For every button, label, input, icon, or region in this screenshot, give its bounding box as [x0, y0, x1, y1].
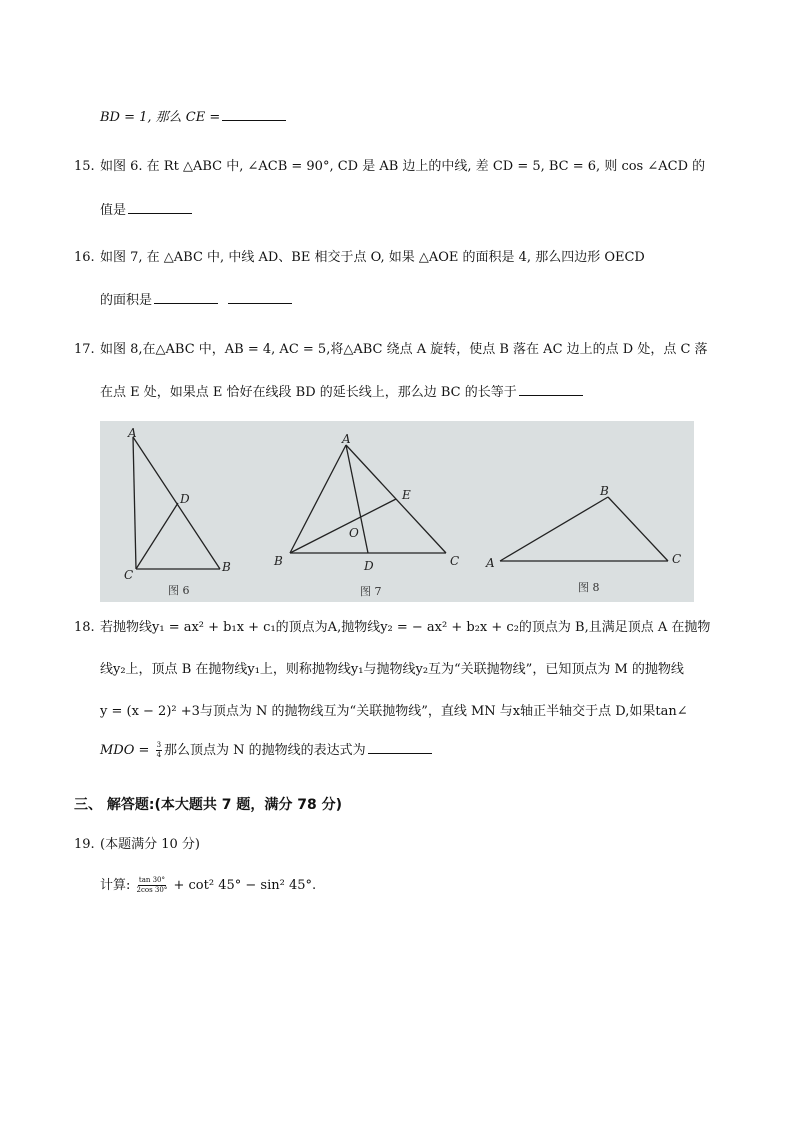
figure-6	[133, 437, 220, 569]
q19-fraction	[137, 876, 168, 895]
q18-frac-den: 4	[156, 751, 162, 759]
q18-answer-blank[interactable]	[368, 741, 432, 754]
q19-expr-rest: + cot² 45° − sin² 45°.	[173, 878, 317, 893]
q18-number: 18.	[74, 620, 95, 635]
q14-answer-blank[interactable]	[222, 108, 286, 121]
fig6-side-AB	[133, 437, 220, 569]
q18-line4-text: 那么顶点为 N 的抛物线的表达式为	[164, 743, 366, 758]
figures-svg	[100, 421, 694, 602]
fig6-label-C: C	[124, 568, 134, 582]
q18-line3: y = (x − 2)² +3与顶点为 N 的抛物线互为“关联抛物线”，直线 MN 与x轴正半轴交于点 D,如果tan∠	[100, 704, 688, 719]
fig6-side-AC	[133, 437, 136, 569]
q15-line1: 如图 6. 在 Rt △ABC 中, ∠ACB = 90°, CD 是 AB 边上的中线, 差 CD = 5, BC = 6, 则 cos ∠ACD 的	[100, 159, 706, 174]
q16-number: 16.	[74, 250, 95, 265]
q19-expression	[100, 876, 316, 895]
fig7-median-BE	[290, 499, 396, 553]
fig7-label-C: C	[450, 554, 460, 568]
q15-number: 15.	[74, 159, 95, 174]
figure-7	[290, 445, 446, 553]
q18-line4	[100, 741, 432, 760]
q15-line2-text: 值是	[100, 203, 127, 218]
q18-fraction	[156, 741, 162, 760]
figure-8	[500, 497, 668, 561]
q19-frac-num: tan 30°	[138, 876, 166, 884]
fig6-caption: 图 6	[168, 584, 190, 597]
figures-panel	[100, 421, 694, 602]
q16-answer-blank-2[interactable]	[228, 291, 292, 304]
fig7-label-E: E	[402, 488, 411, 502]
q16-line2-text: 的面积是	[100, 293, 153, 308]
fig7-side-AB	[290, 445, 346, 553]
q17-line1: 如图 8,在△ABC 中，AB = 4, AC = 5,将△ABC 绕点 A 旋转，使点 B 落在 AC 边上的点 D 处，点 C 落	[100, 342, 708, 357]
section-3-heading: 三、 解答题:(本大题共 7 题，满分 78 分)	[74, 797, 342, 813]
q17-line2	[100, 383, 583, 402]
fig6-label-D: D	[180, 492, 190, 506]
fig8-side-BC	[608, 497, 668, 561]
fig8-label-B: B	[600, 484, 609, 498]
q17-answer-blank[interactable]	[519, 383, 583, 396]
q19-score: (本题满分 10 分)	[100, 837, 200, 852]
fig7-label-O: O	[349, 526, 359, 540]
q18-mdo-label: MDO =	[100, 743, 150, 758]
q18-line2: 线y₂上，顶点 B 在抛物线y₁上，则称抛物线y₁与抛物线y₂互为“关联抛物线”，已知顶点为 M 的抛物线	[100, 662, 684, 677]
q16-line1: 如图 7, 在 △ABC 中, 中线 AD、BE 相交于点 O, 如果 △AOE 的面积是 4, 那么四边形 OECD	[100, 250, 645, 265]
q15-answer-blank[interactable]	[128, 201, 192, 214]
q16-line2	[100, 291, 292, 310]
fig6-median-CD	[136, 503, 178, 569]
fig6-label-A: A	[128, 426, 137, 440]
q17-number: 17.	[74, 342, 95, 357]
fig7-label-B: B	[274, 554, 283, 568]
fig8-label-C: C	[672, 552, 682, 566]
q14-tail-text: BD = 1, 那么 CE =	[100, 110, 221, 125]
q15-line2	[100, 201, 192, 220]
q16-answer-blank-1[interactable]	[154, 291, 218, 304]
q19-frac-den: 2cos 30°	[136, 886, 168, 894]
fig6-label-B: B	[222, 560, 231, 574]
q19-calc-label: 计算:	[100, 878, 131, 893]
q19-number: 19.	[74, 837, 95, 852]
fig8-side-AB	[500, 497, 608, 561]
q17-line2-text: 在点 E 处，如果点 E 恰好在线段 BD 的延长线上，那么边 BC 的长等于	[100, 385, 517, 400]
q18-line1: 若抛物线y₁ = ax² + b₁x + c₁的顶点为A,抛物线y₂ = − ax² + b₂x + c₂的顶点为 B,且满足顶点 A 在抛物	[100, 620, 711, 635]
fig8-label-A: A	[486, 556, 495, 570]
q18-frac-num: 3	[156, 741, 162, 749]
fig7-caption: 图 7	[360, 585, 382, 598]
fig7-label-D: D	[364, 559, 374, 573]
fig7-label-A: A	[342, 432, 351, 446]
q14-tail	[100, 108, 286, 127]
fig8-caption: 图 8	[578, 581, 600, 594]
